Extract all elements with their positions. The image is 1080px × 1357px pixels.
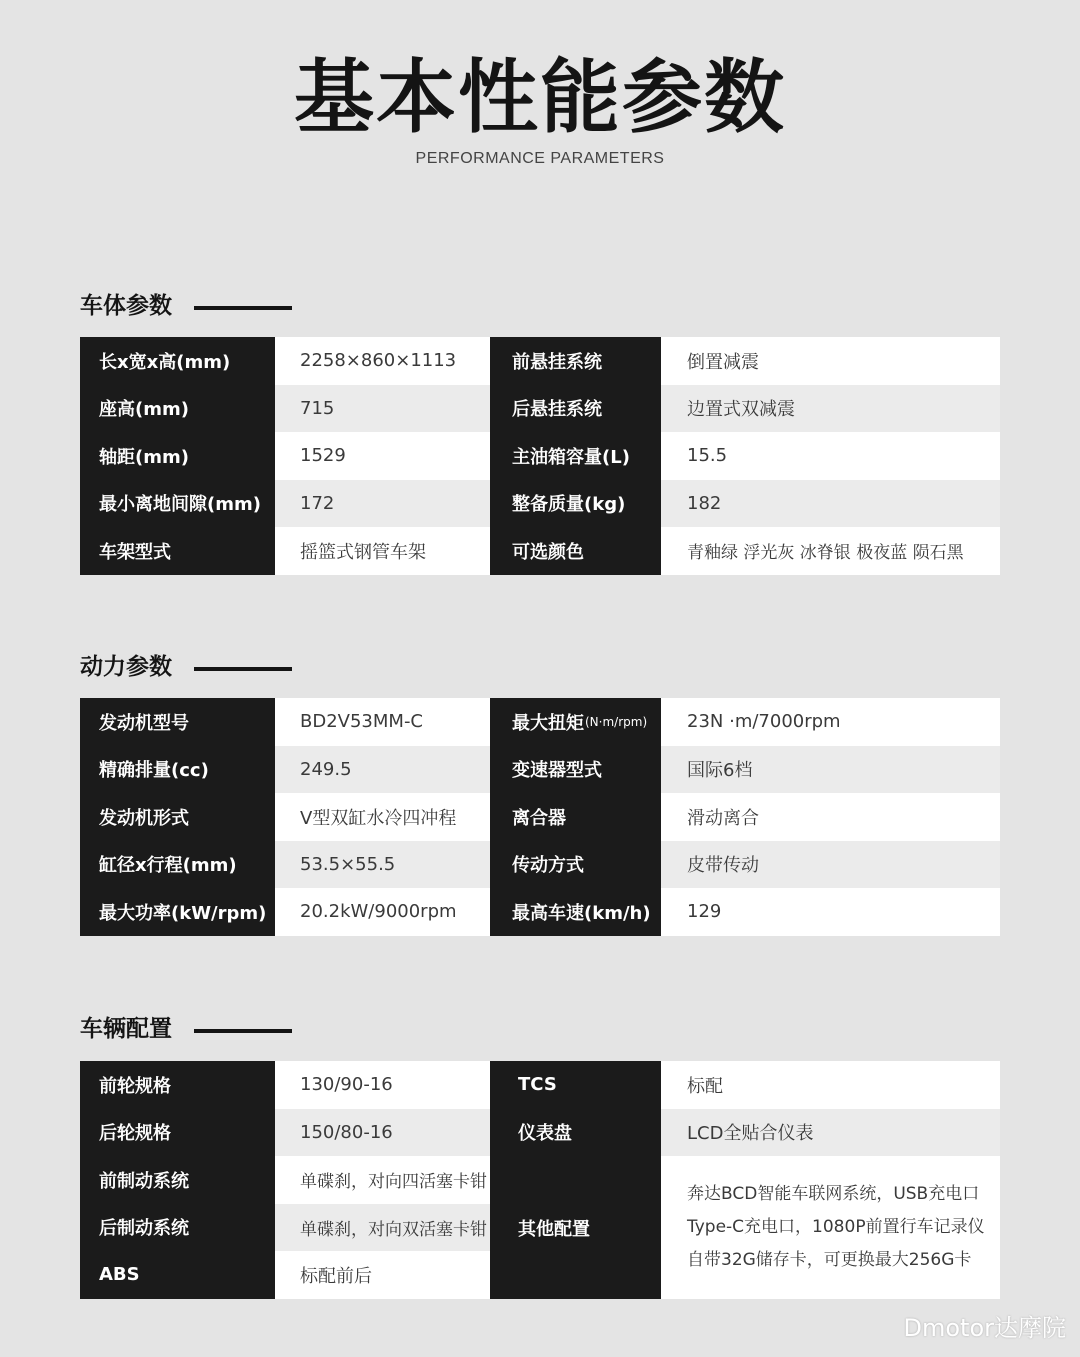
spec-label: 最高车速(km/h): [490, 888, 661, 936]
spec-label: 可选颜色: [490, 527, 661, 575]
spec-table-power: [80, 698, 1000, 936]
spec-value: 715: [275, 385, 490, 433]
spec-label: 精确排量(cc): [80, 746, 275, 794]
spec-label: 仪表盘: [490, 1109, 661, 1157]
spec-label: 车架型式: [80, 527, 275, 575]
table-row: [80, 337, 1000, 385]
spec-label: 传动方式: [490, 841, 661, 889]
table-row: [80, 793, 1000, 841]
spec-label: 长x宽x高(mm): [80, 337, 275, 385]
spec-table-body: [80, 337, 1000, 575]
table-row: [80, 1061, 1000, 1109]
spec-value: BD2V53MM-C: [275, 698, 490, 746]
page-subtitle: PERFORMANCE PARAMETERS: [415, 150, 665, 167]
spec-value: 1529: [275, 432, 490, 480]
spec-label: 前轮规格: [80, 1061, 275, 1109]
table-row: [80, 888, 1000, 936]
spec-label-merged: 其他配置: [490, 1156, 661, 1299]
spec-value: 23N ·m/7000rpm: [661, 698, 1000, 746]
spec-value: 摇篮式钢管车架: [275, 527, 490, 575]
table-row: [80, 841, 1000, 889]
spec-label: 主油箱容量(L): [490, 432, 661, 480]
spec-value: 20.2kW/9000rpm: [275, 888, 490, 936]
table-row: [80, 432, 1000, 480]
spec-label: 后轮规格: [80, 1109, 275, 1157]
spec-value: 53.5×55.5: [275, 841, 490, 889]
table-row: [80, 527, 1000, 575]
table-row: [80, 385, 1000, 433]
section-divider: [194, 667, 292, 671]
table-row: [80, 698, 1000, 746]
spec-value: 129: [661, 888, 1000, 936]
spec-value: 倒置减震: [661, 337, 1000, 385]
section-divider: [194, 1029, 292, 1033]
spec-value: 130/90-16: [275, 1061, 490, 1109]
spec-label-text: 最大扭矩: [512, 712, 584, 734]
section-title-power: 动力参数: [80, 654, 172, 680]
spec-value: 单碟刹，对向四活塞卡钳: [275, 1156, 490, 1204]
table-row: [80, 1109, 1000, 1157]
spec-label: 后悬挂系统: [490, 385, 661, 433]
spec-value: 172: [275, 480, 490, 528]
spec-label: 座高(mm): [80, 385, 275, 433]
section-title-body: 车体参数: [80, 293, 172, 319]
spec-value: LCD全贴合仪表: [661, 1109, 1000, 1157]
spec-value-line: 奔达BCD智能车联网系统，USB充电口: [687, 1184, 980, 1204]
spec-label: 前制动系统: [80, 1156, 275, 1204]
spec-label: 发动机形式: [80, 793, 275, 841]
spec-label: 最小离地间隙(mm): [80, 480, 275, 528]
spec-value: 青釉绿 浮光灰 冰脊银 极夜蓝 陨石黑: [661, 527, 1000, 575]
spec-value: 249.5: [275, 746, 490, 794]
table-row: [80, 746, 1000, 794]
spec-label: 后制动系统: [80, 1204, 275, 1252]
spec-label: ABS: [80, 1251, 275, 1299]
spec-value: 2258×860×1113: [275, 337, 490, 385]
spec-value: 标配前后: [275, 1251, 490, 1299]
spec-label: 变速器型式: [490, 746, 661, 794]
spec-label: 轴距(mm): [80, 432, 275, 480]
spec-value: 标配: [661, 1061, 1000, 1109]
watermark: Dmotor达摩院: [903, 1314, 1066, 1342]
spec-value-merged: [661, 1156, 1000, 1299]
spec-table-config: [80, 1061, 1000, 1299]
section-title-config: 车辆配置: [80, 1016, 172, 1042]
spec-label: [490, 698, 661, 746]
table-row: [80, 480, 1000, 528]
spec-label: TCS: [490, 1061, 661, 1109]
page-title: 基本性能参数: [294, 51, 786, 144]
spec-label: 离合器: [490, 793, 661, 841]
spec-label: 最大功率(kW/rpm): [80, 888, 275, 936]
spec-value: 皮带传动: [661, 841, 1000, 889]
spec-value: 150/80-16: [275, 1109, 490, 1157]
spec-value: V型双缸水冷四冲程: [275, 793, 490, 841]
spec-value: 15.5: [661, 432, 1000, 480]
spec-value-line: Type-C充电口，1080P前置行车记录仪: [687, 1217, 985, 1237]
spec-label: 前悬挂系统: [490, 337, 661, 385]
spec-value: 单碟刹，对向双活塞卡钳: [275, 1204, 490, 1252]
section-divider: [194, 306, 292, 310]
spec-label: 发动机型号: [80, 698, 275, 746]
spec-label-unit: (N·m/rpm): [585, 714, 648, 729]
spec-value-line: 自带32G储存卡，可更换最大256G卡: [687, 1250, 972, 1270]
spec-value: 滑动离合: [661, 793, 1000, 841]
spec-value: 边置式双减震: [661, 385, 1000, 433]
spec-value: 182: [661, 480, 1000, 528]
spec-label: 缸径x行程(mm): [80, 841, 275, 889]
spec-value: 国际6档: [661, 746, 1000, 794]
spec-label: 整备质量(kg): [490, 480, 661, 528]
